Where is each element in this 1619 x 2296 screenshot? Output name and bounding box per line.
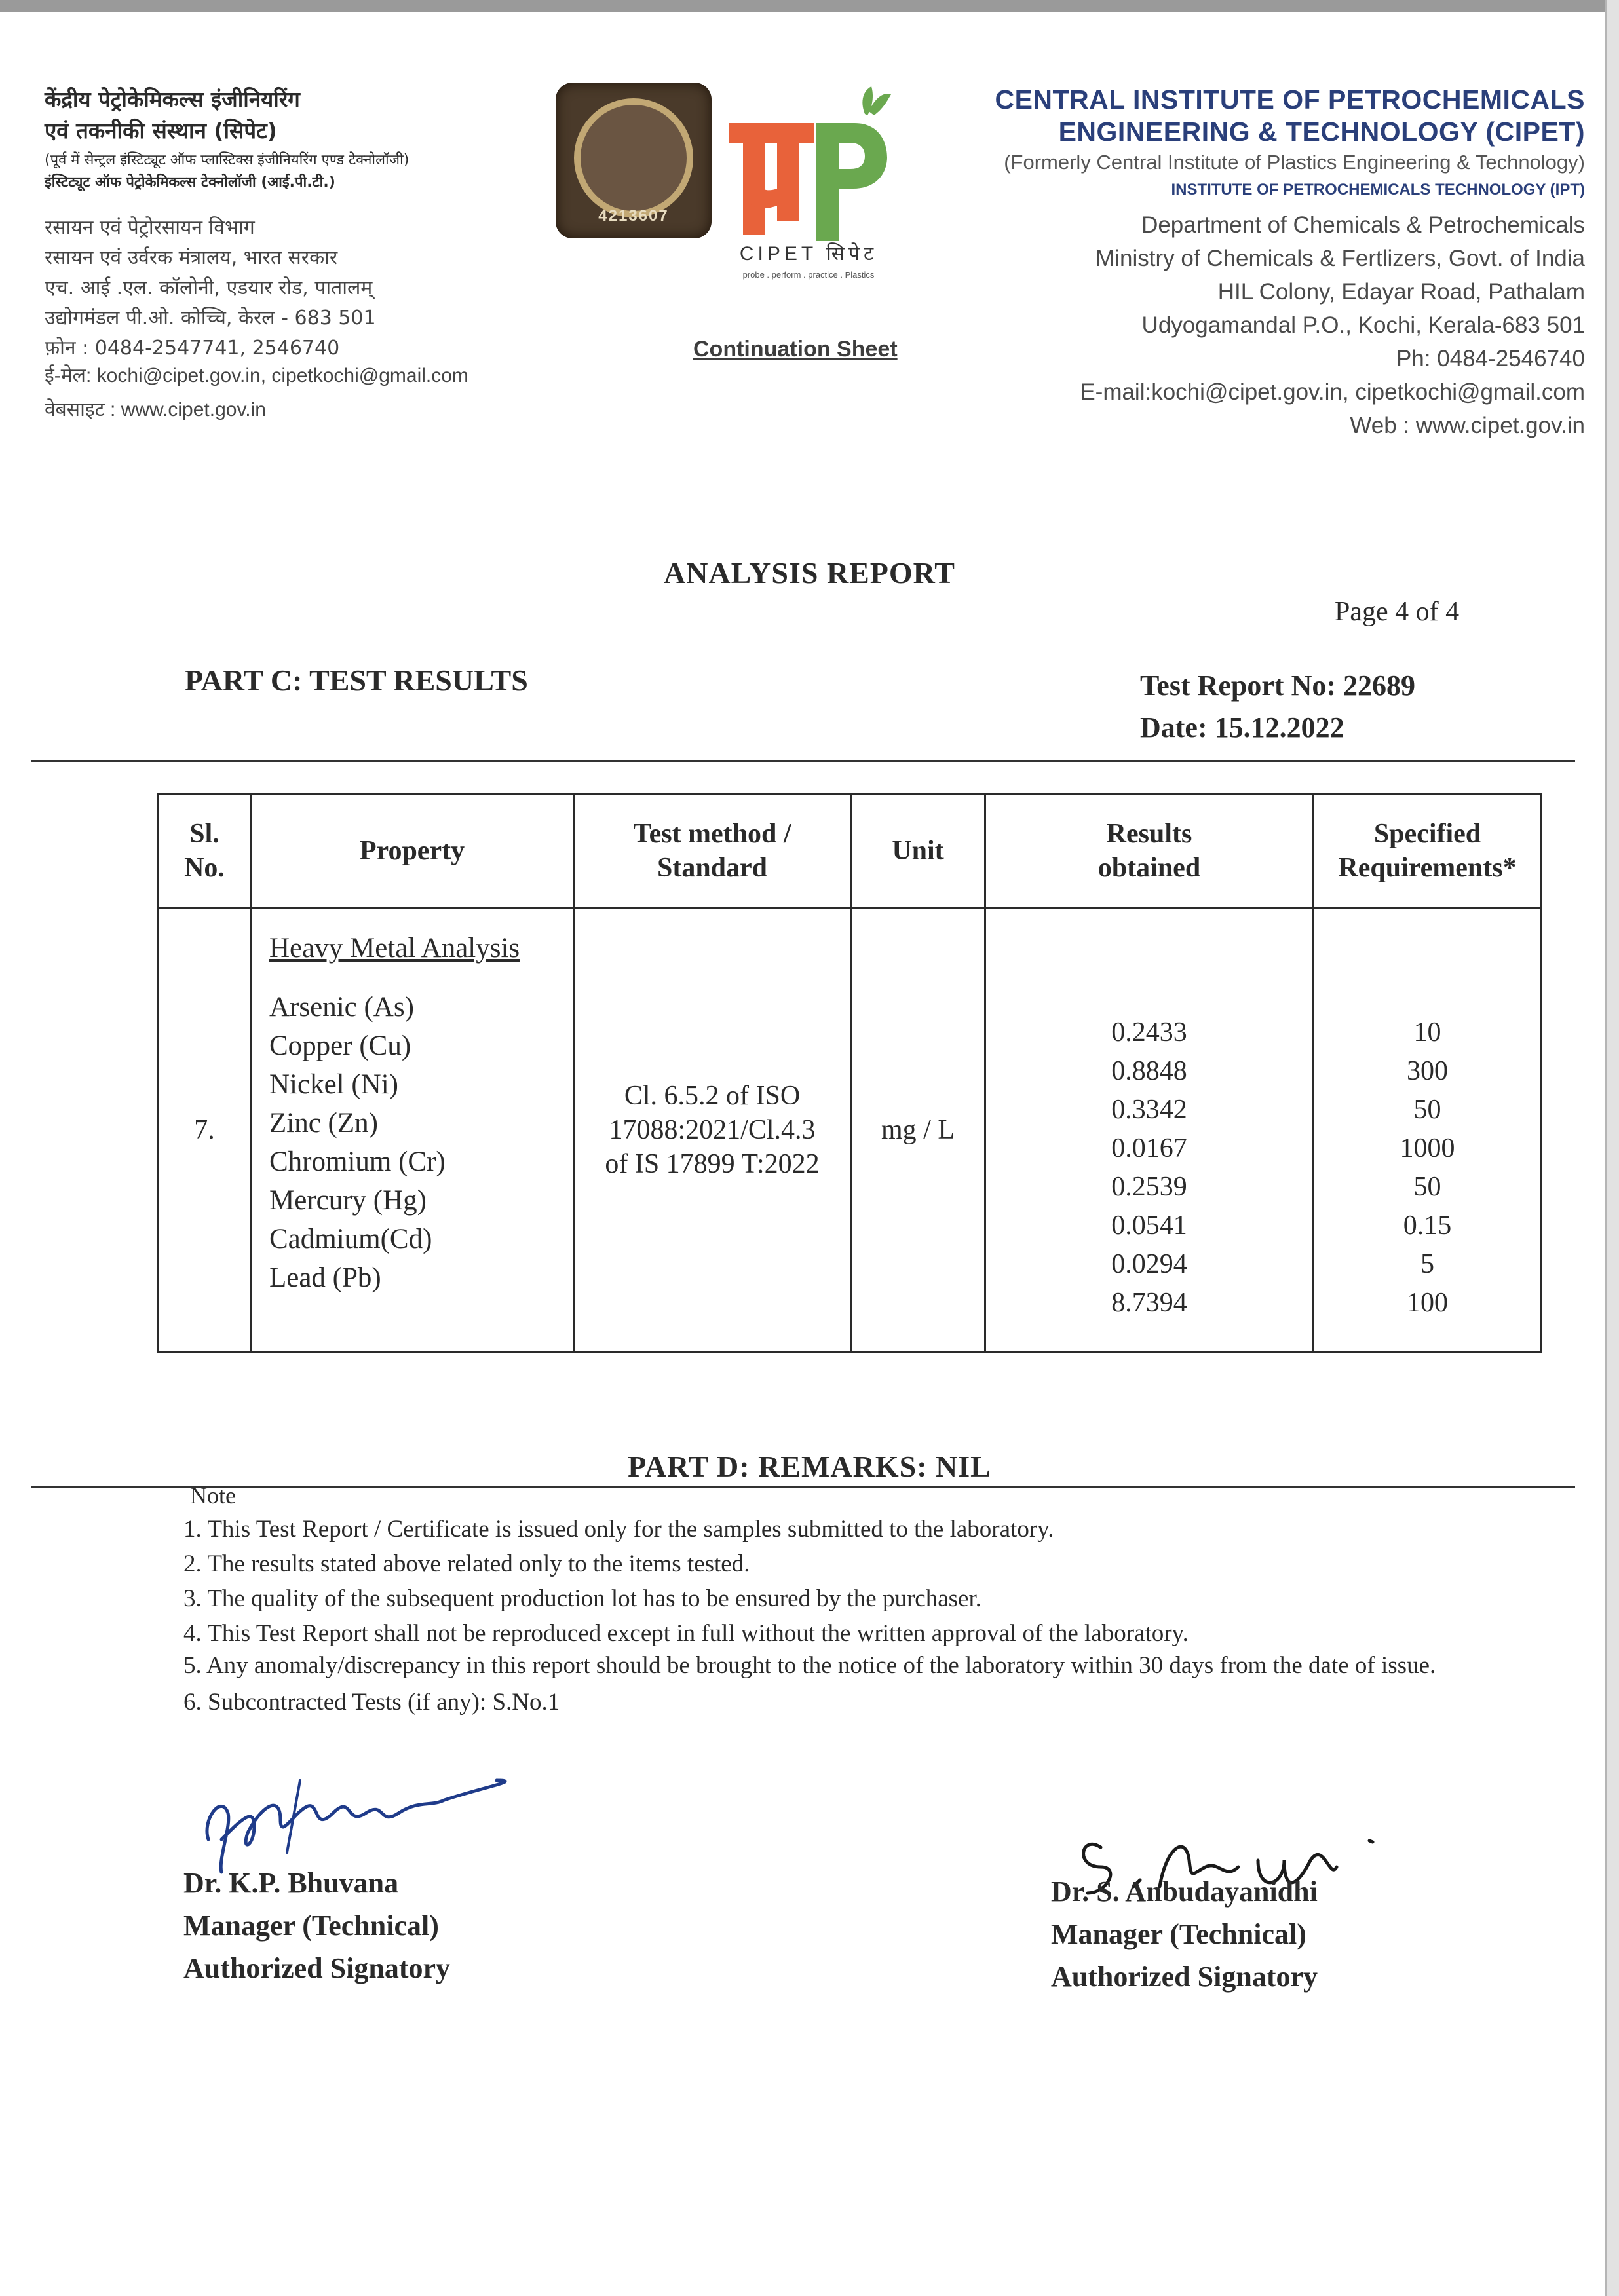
note-item: 5. Any anomaly/discrepancy in this report should be brought to the notice of the laboratory within 30 days from the date of issue. — [183, 1652, 1436, 1679]
formerly-name: (Formerly Central Institute of Plastics Engineering & Technology) — [1004, 151, 1585, 174]
institute-name-line-2: ENGINEERING & TECHNOLOGY (CIPET) — [1058, 117, 1585, 147]
hindi-address — [45, 213, 376, 364]
address-line: E-mail:kochi@cipet.gov.in, cipetkochi@gmail.com — [1080, 379, 1585, 405]
result-value: 8.7394 — [1111, 1288, 1187, 1318]
method-line-3: of IS 17899 T:2022 — [605, 1149, 820, 1179]
address-line: Web : www.cipet.gov.in — [1350, 413, 1585, 438]
institute-name-line-1: CENTRAL INSTITUTE OF PETROCHEMICALS — [995, 85, 1585, 115]
hindi-address-line: रसायन एवं पेट्रोरसायन विभाग — [45, 216, 255, 239]
institute-address — [1080, 208, 1585, 442]
signatory-role: Authorized Signatory — [1051, 1961, 1318, 1993]
hindi-website: वेबसाइट : www.cipet.gov.in — [45, 399, 266, 421]
header-property: Property — [251, 794, 574, 909]
report-title: ANALYSIS REPORT — [664, 556, 955, 590]
address-line: Ministry of Chemicals & Fertlizers, Govt. of India — [1095, 246, 1585, 271]
specified-value: 5 — [1420, 1249, 1434, 1279]
logo-tagline: probe . perform . practice . Plastics — [742, 270, 875, 280]
address-line: Udyogamandal P.O., Kochi, Kerala-683 501 — [1141, 312, 1585, 338]
table-row — [159, 909, 1542, 1352]
result-value: 0.0294 — [1111, 1249, 1187, 1279]
note-item: 3. The quality of the subsequent production lot has to be ensured by the purchaser. — [183, 1585, 981, 1612]
specified-value: 100 — [1407, 1288, 1448, 1318]
property-item: Zinc (Zn) — [269, 1108, 378, 1139]
result-value: 0.8848 — [1111, 1056, 1187, 1086]
seal-ring-icon — [574, 98, 693, 217]
test-report-number: Test Report No: 22689 — [1140, 669, 1415, 702]
hindi-address-line: एच. आई .एल. कॉलोनी, एडयार रोड, पातालम् — [45, 276, 373, 299]
hindi-title-line-1: केंद्रीय पेट्रोकेमिकल्स इंजीनियरिंग — [45, 86, 300, 112]
header-results-line-2: obtained — [1097, 853, 1201, 883]
header-sl-line-2: No. — [184, 853, 225, 883]
signatory-designation: Manager (Technical) — [183, 1910, 439, 1942]
hindi-formerly-line-2: इंस्टिट्यूट ऑफ पेट्रोकेमिकल्स टेक्नोलॉजी (आई.पी.टी.) — [45, 174, 335, 191]
signatory-right — [1051, 1870, 1318, 1998]
header-unit: Unit — [851, 794, 985, 909]
signatory-role: Authorized Signatory — [183, 1952, 450, 1984]
method-line-1: Cl. 6.5.2 of ISO — [624, 1081, 801, 1111]
address-line: Ph: 0484-2546740 — [1396, 346, 1585, 371]
signatory-designation: Manager (Technical) — [1051, 1918, 1306, 1950]
ipt-name: INSTITUTE OF PETROCHEMICALS TECHNOLOGY (IPT) — [1171, 181, 1585, 198]
property-item: Lead (Pb) — [269, 1262, 381, 1293]
signatory-left — [183, 1862, 450, 1989]
specified-value: 1000 — [1400, 1133, 1455, 1163]
specified-value: 50 — [1413, 1172, 1441, 1202]
institute-name — [995, 84, 1585, 148]
property-item: Arsenic (As) — [269, 992, 414, 1023]
hindi-contact — [45, 359, 468, 427]
hologram-seal — [556, 83, 712, 238]
hindi-address-line: रसायन एवं उर्वरक मंत्रालय, भारत सरकार — [45, 246, 338, 269]
hindi-formerly — [45, 149, 409, 194]
specified-value: 300 — [1407, 1056, 1448, 1086]
note-heading: Note — [190, 1482, 236, 1509]
address-line: HIL Colony, Edayar Road, Pathalam — [1217, 279, 1585, 305]
specified-value: 50 — [1413, 1095, 1441, 1125]
property-item: Cadmium(Cd) — [269, 1224, 432, 1254]
property-item: Nickel (Ni) — [269, 1069, 399, 1100]
result-value: 0.0167 — [1111, 1133, 1187, 1163]
property-group-heading: Heavy Metal Analysis — [269, 933, 520, 964]
specified-value: 0.15 — [1403, 1211, 1452, 1241]
divider-line — [31, 1486, 1575, 1488]
header-method-line-1: Test method / — [633, 819, 791, 849]
note-item: 2. The results stated above related only to the items tested. — [183, 1551, 750, 1577]
note-item: 6. Subcontracted Tests (if any): S.No.1 — [183, 1689, 560, 1716]
cipet-logo-icon — [719, 77, 896, 254]
continuation-sheet-label: Continuation Sheet — [693, 337, 898, 362]
part-d-heading: PART D: REMARKS: NIL — [628, 1450, 991, 1483]
header-sl-line-1: Sl. — [189, 819, 219, 849]
header-results-line-1: Results — [1106, 819, 1192, 849]
seal-number: 4213607 — [598, 207, 669, 225]
hindi-institute-name — [45, 84, 300, 147]
row-results — [985, 909, 1314, 1352]
row-property — [251, 909, 574, 1352]
report-date: Date: 15.12.2022 — [1140, 711, 1344, 743]
page-number: Page 4 of 4 — [1335, 597, 1460, 627]
header-specified — [1314, 794, 1542, 909]
header-sl-no — [159, 794, 251, 909]
part-c-heading: PART C: TEST RESULTS — [185, 664, 528, 697]
header-test-method — [574, 794, 851, 909]
divider-line — [31, 760, 1575, 762]
result-value: 0.2433 — [1111, 1017, 1187, 1047]
header-spec-line-1: Specified — [1373, 819, 1481, 849]
header-results — [985, 794, 1314, 909]
result-value: 0.3342 — [1111, 1095, 1187, 1125]
property-item: Mercury (Hg) — [269, 1185, 427, 1216]
note-item: 1. This Test Report / Certificate is issued only for the samples submitted to the laboratory. — [183, 1516, 1054, 1543]
notes-list — [183, 1512, 1507, 1720]
hindi-address-line: फ़ोन : 0484-2547741, 2546740 — [45, 337, 340, 360]
result-value: 0.0541 — [1111, 1211, 1187, 1241]
signatory-name: Dr. K.P. Bhuvana — [183, 1867, 399, 1899]
test-results-table — [157, 793, 1542, 1353]
specified-list — [1315, 910, 1540, 1323]
hindi-formerly-line-1: (पूर्व में सेन्ट्रल इंस्टिट्यूट ऑफ प्लास्टिक्स इंजीनियरिंग एण्ड टेक्नोलॉजी) — [45, 152, 410, 168]
note-item: 4. This Test Report shall not be reproduced except in full without the written approval of the laboratory. — [183, 1620, 1189, 1647]
logo-name: CIPET सिपेट — [739, 243, 878, 265]
hindi-email: ई-मेल: kochi@cipet.gov.in, cipetkochi@gmail.com — [45, 365, 468, 386]
table-header-row — [159, 794, 1542, 909]
signatory-name: Dr. S. Anbudayanidhi — [1051, 1875, 1318, 1908]
results-list — [987, 910, 1312, 1323]
row-unit: mg / L — [851, 909, 985, 1352]
header-method-line-2: Standard — [657, 853, 768, 883]
row-sl-no: 7. — [159, 909, 251, 1352]
property-item: Chromium (Cr) — [269, 1146, 446, 1177]
property-item: Copper (Cu) — [269, 1030, 411, 1061]
scan-top-border — [0, 0, 1619, 12]
property-list — [252, 964, 572, 1297]
scan-right-edge — [1605, 0, 1619, 2296]
header-spec-line-2: Requirements* — [1338, 853, 1517, 883]
specified-value: 10 — [1413, 1017, 1441, 1047]
hindi-address-line: उद्योगमंडल पी.ओ. कोच्चि, केरल - 683 501 — [45, 307, 376, 329]
result-value: 0.2539 — [1111, 1172, 1187, 1202]
row-test-method — [574, 909, 851, 1352]
method-line-2: 17088:2021/Cl.4.3 — [609, 1115, 816, 1145]
hindi-title-line-2: एवं तकनीकी संस्थान (सिपेट) — [45, 118, 277, 143]
row-specified — [1314, 909, 1542, 1352]
address-line: Department of Chemicals & Petrochemicals — [1141, 212, 1585, 238]
